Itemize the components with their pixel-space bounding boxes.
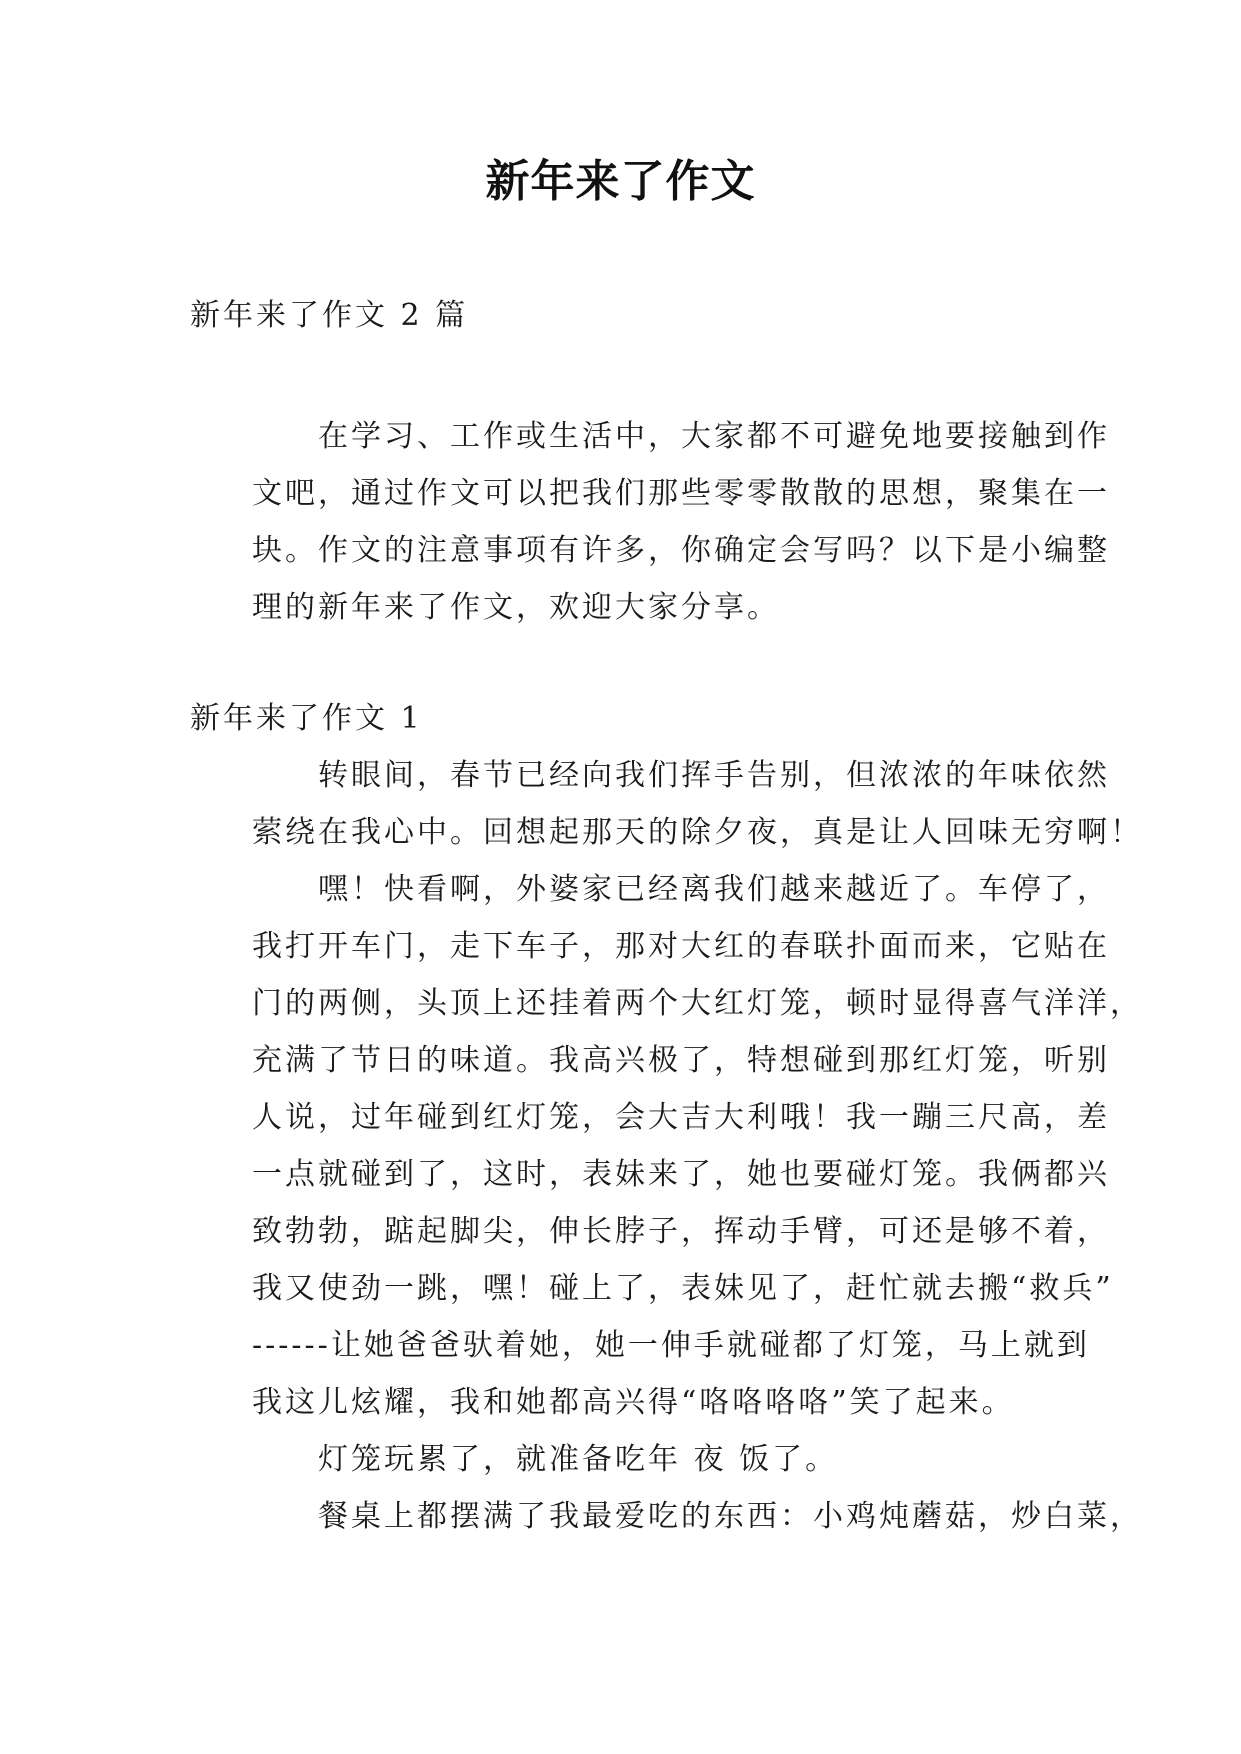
paragraph-line: 在学习、工作或生活中，大家都不可避免地要接触到作 (318, 419, 1110, 454)
paragraph-line: 嘿！快看啊，外婆家已经离我们越来越近了。车停了， (318, 872, 1110, 907)
essay-paragraph-3 (190, 1431, 1048, 1488)
paragraph-line: 转眼间，春节已经向我们挥手告别，但浓浓的年味依然 (318, 758, 1110, 793)
paragraph-line: 块。作文的注意事项有许多，你确定会写吗？以下是小编整 (252, 533, 1110, 568)
paragraph-line: 我又使劲一跳，嘿！碰上了，表妹见了，赶忙就去搬“救兵” (252, 1271, 1114, 1306)
paragraph-line: 一点就碰到了，这时，表妹来了，她也要碰灯笼。我俩都兴 (252, 1157, 1110, 1192)
section-heading: 新年来了作文 1 (190, 701, 423, 736)
paragraph-line: ------让她爸爸驮着她，她一伸手就碰都了灯笼，马上就到 (252, 1328, 1090, 1363)
document-body (190, 287, 1143, 1545)
paragraph-line: 文吧，通过作文可以把我们那些零零散散的思想，聚集在一 (252, 476, 1110, 511)
document-title: 新年来了作文 (485, 156, 756, 207)
paragraph-line: 充满了节日的味道。我高兴极了，特想碰到那红灯笼，听别 (252, 1043, 1110, 1078)
paragraph-line: 萦绕在我心中。回想起那天的除夕夜，真是让人回味无穷啊！ (252, 815, 1143, 850)
paragraph-line: 灯笼玩累了，就准备吃年 夜 饭了。 (318, 1442, 839, 1477)
paragraph-line: 理的新年来了作文，欢迎大家分享。 (252, 590, 780, 625)
paragraph-line: 我打开车门，走下车子，那对大红的春联扑面而来，它贴在 (252, 929, 1110, 964)
paragraph-line: 我这儿炫耀，我和她都高兴得“咯咯咯咯”笑了起来。 (252, 1385, 1015, 1420)
spacer (190, 636, 1048, 690)
paragraph-line: 餐桌上都摆满了我最爱吃的东西：小鸡炖蘑菇，炒白菜， (318, 1499, 1143, 1534)
essay-paragraph-1 (190, 747, 1143, 861)
document-subtitle: 新年来了作文 2 篇 (190, 298, 469, 333)
spacer (190, 344, 1048, 408)
essay-paragraph-4 (190, 1488, 1143, 1545)
intro-paragraph (190, 408, 1110, 636)
essay-paragraph-2 (190, 861, 1143, 1431)
paragraph-line: 人说，过年碰到红灯笼，会大吉大利哦！我一蹦三尺高，差 (252, 1100, 1110, 1135)
paragraph-line: 致勃勃，踮起脚尖，伸长脖子，挥动手臂，可还是够不着， (252, 1214, 1110, 1249)
paragraph-line: 门的两侧，头顶上还挂着两个大红灯笼，顿时显得喜气洋洋， (252, 986, 1143, 1021)
